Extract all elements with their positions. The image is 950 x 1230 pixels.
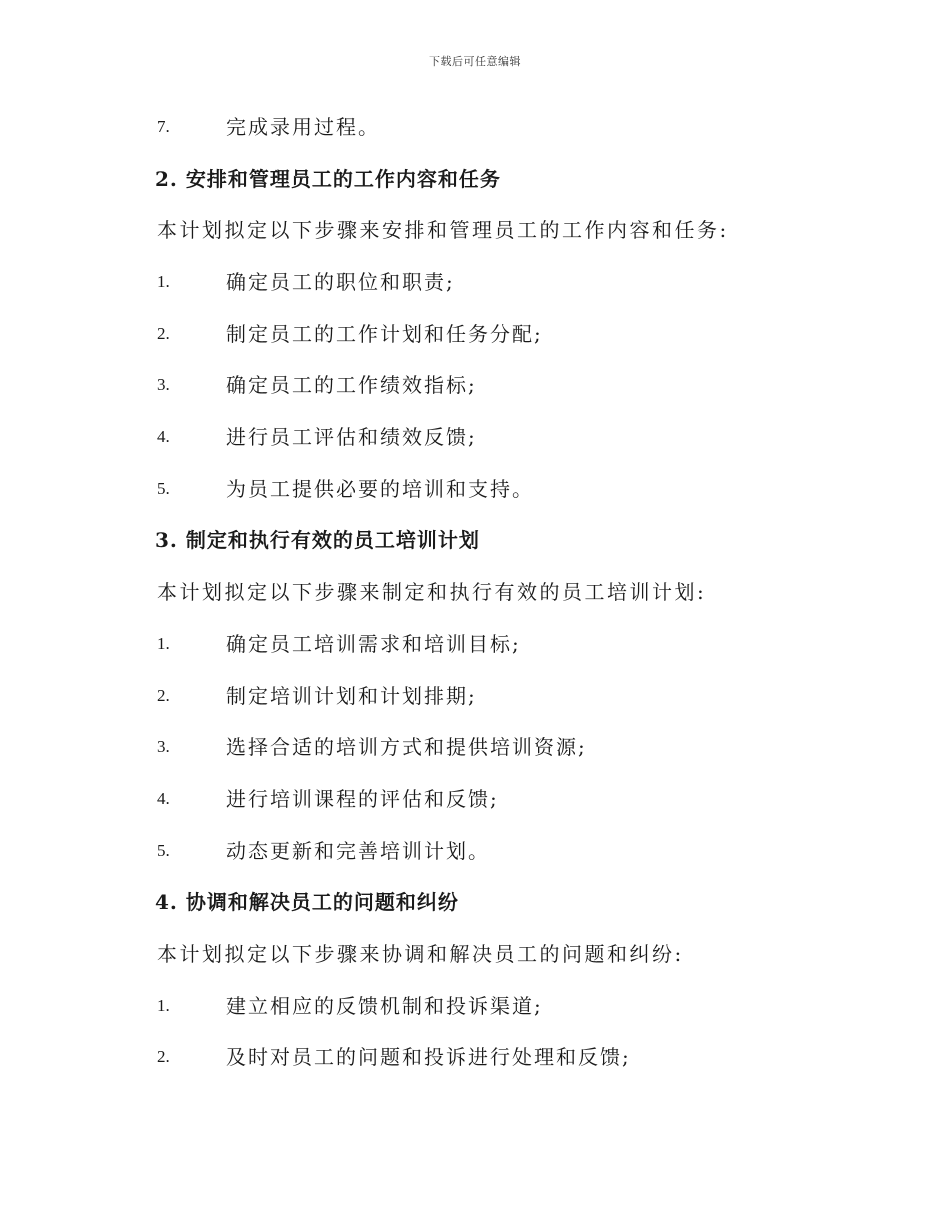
list-item bbox=[0, 422, 950, 452]
list-item-text: 完成录用过程。 bbox=[226, 115, 380, 139]
list-item-number: 3. bbox=[157, 737, 170, 756]
list-item-text: 选择合适的培训方式和提供培训资源; bbox=[226, 735, 587, 759]
list-item-text: 进行员工评估和绩效反馈; bbox=[226, 425, 477, 449]
list-item-number: 1. bbox=[157, 996, 170, 1015]
list-item-number: 3. bbox=[157, 375, 170, 394]
list-item bbox=[0, 732, 950, 762]
section-heading bbox=[0, 164, 950, 194]
list-item-text: 进行培训课程的评估和反馈; bbox=[226, 787, 499, 811]
list-item-text: 制定员工的工作计划和任务分配; bbox=[226, 322, 543, 346]
list-item-number: 1. bbox=[157, 634, 170, 653]
list-item bbox=[0, 784, 950, 814]
list-item bbox=[0, 319, 950, 349]
section-intro-text: 本计划拟定以下步骤来制定和执行有效的员工培训计划: bbox=[157, 580, 707, 604]
list-item-text: 为员工提供必要的培训和支持。 bbox=[226, 477, 534, 501]
section-heading-text: 3. 制定和执行有效的员工培训计划 bbox=[155, 528, 480, 552]
list-item-number: 2. bbox=[157, 686, 170, 705]
list-item-text: 制定培训计划和计划排期; bbox=[226, 684, 477, 708]
section-intro bbox=[0, 577, 950, 607]
list-item-text: 确定员工培训需求和培训目标; bbox=[226, 632, 521, 656]
list-item-number: 4. bbox=[157, 789, 170, 808]
section-intro bbox=[0, 939, 950, 969]
list-item bbox=[0, 112, 950, 142]
list-item bbox=[0, 681, 950, 711]
section-intro-text: 本计划拟定以下步骤来安排和管理员工的工作内容和任务: bbox=[157, 218, 729, 242]
list-item-text: 确定员工的职位和职责; bbox=[226, 270, 455, 294]
list-item bbox=[0, 991, 950, 1021]
list-item bbox=[0, 836, 950, 866]
section-heading-text: 4. 协调和解决员工的问题和纠纷 bbox=[155, 890, 459, 914]
section-intro bbox=[0, 215, 950, 245]
list-item-number: 7. bbox=[157, 117, 170, 136]
list-item-number: 5. bbox=[157, 841, 170, 860]
list-item-number: 2. bbox=[157, 1047, 170, 1066]
list-item-number: 4. bbox=[157, 427, 170, 446]
list-item bbox=[0, 267, 950, 297]
page-header: 下载后可任意编辑 bbox=[429, 55, 521, 68]
list-item bbox=[0, 1042, 950, 1072]
list-item-text: 动态更新和完善培训计划。 bbox=[226, 839, 490, 863]
list-item-text: 建立相应的反馈机制和投诉渠道; bbox=[226, 994, 543, 1018]
list-item-number: 5. bbox=[157, 479, 170, 498]
list-item-text: 及时对员工的问题和投诉进行处理和反馈; bbox=[226, 1045, 631, 1069]
list-item bbox=[0, 629, 950, 659]
section-heading-text: 2. 安排和管理员工的工作内容和任务 bbox=[155, 167, 501, 191]
list-item-text: 确定员工的工作绩效指标; bbox=[226, 373, 477, 397]
section-heading bbox=[0, 887, 950, 917]
section-heading bbox=[0, 525, 950, 555]
section-intro-text: 本计划拟定以下步骤来协调和解决员工的问题和纠纷: bbox=[157, 942, 684, 966]
list-item bbox=[0, 370, 950, 400]
list-item-number: 1. bbox=[157, 272, 170, 291]
list-item-number: 2. bbox=[157, 324, 170, 343]
list-item bbox=[0, 474, 950, 504]
